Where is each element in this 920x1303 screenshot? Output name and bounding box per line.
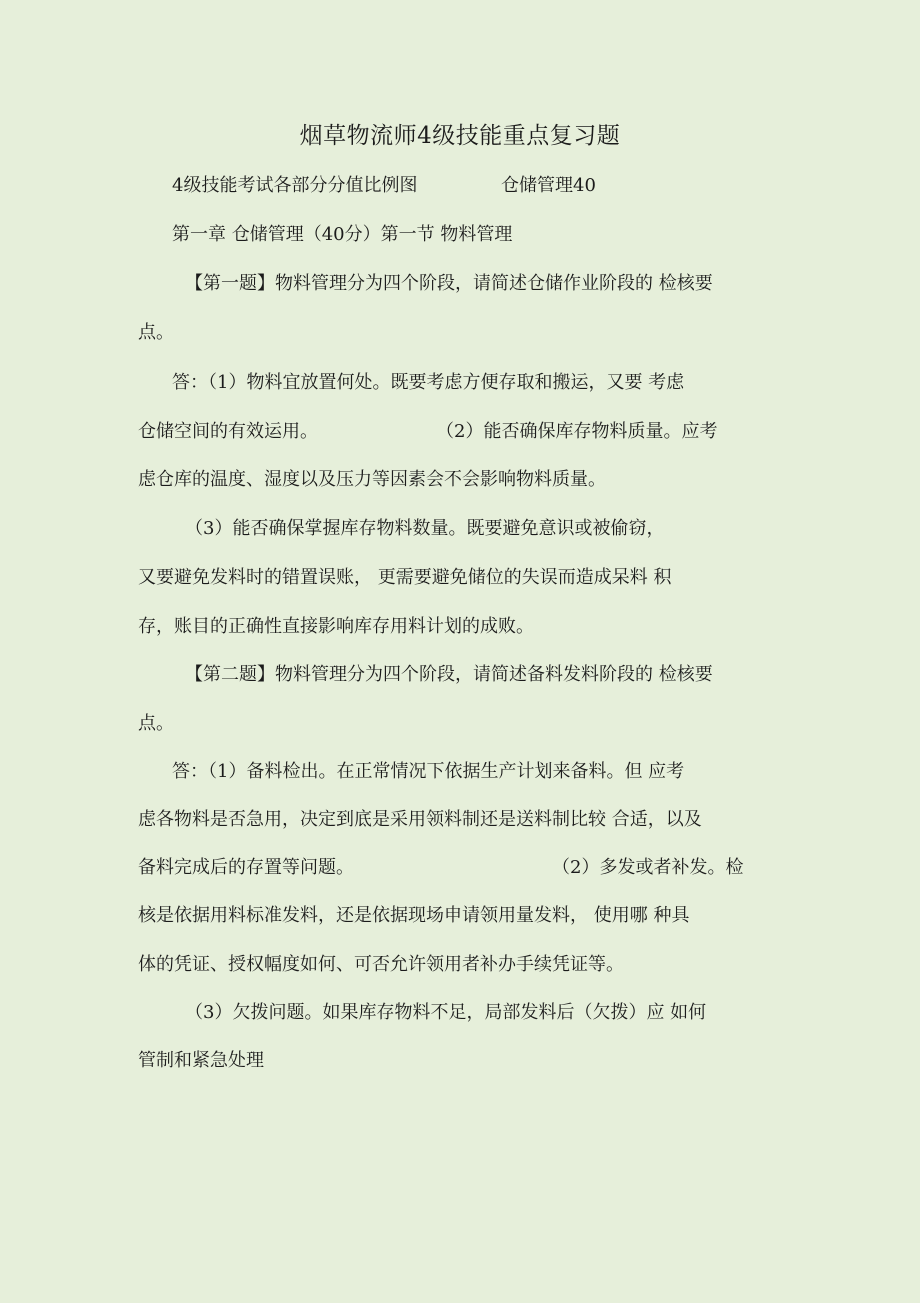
q2-answer-line-7: 管制和紧急处理 xyxy=(138,1050,264,1071)
q2-question-line-2: 点。 xyxy=(138,713,174,734)
q1-answer-line-2a: 仓储空间的有效运用。 xyxy=(138,421,318,442)
document-title: 烟草物流师4级技能重点复习题 xyxy=(299,123,621,149)
q2-answer-line-3b: （2）多发或者补发。检 xyxy=(552,857,744,878)
q2-answer-line-4: 核是依据用料标准发料，还是依据现场申请领用量发料， 使用哪 种具 xyxy=(138,905,690,926)
q1-answer-line-3: 虑仓库的温度、湿度以及压力等因素会不会影响物料质量。 xyxy=(138,469,606,490)
chapter-heading: 第一章 仓储管理（40分）第一节 物料管理 xyxy=(172,224,513,245)
q2-answer-line-6: （3）欠拨问题。如果库存物料不足，局部发料后（欠拨）应 如何 xyxy=(185,1002,707,1023)
q1-question-line-1: 【第一题】物料管理分为四个阶段，请简述仓储作业阶段的 检核要 xyxy=(185,273,713,294)
q1-question-line-2: 点。 xyxy=(138,322,174,343)
q2-question-line-1: 【第二题】物料管理分为四个阶段，请简述备料发料阶段的 检核要 xyxy=(185,664,713,685)
q1-answer-line-5: 又要避免发料时的错置误账， 更需要避免储位的失误而造成呆料 积 xyxy=(138,567,672,588)
q1-answer-line-6: 存，账目的正确性直接影响库存用料计划的成败。 xyxy=(138,616,534,637)
q2-answer-line-3a: 备料完成后的存置等问题。 xyxy=(138,857,354,878)
subtitle-right: 仓储管理40 xyxy=(501,175,596,196)
q1-answer-line-1: 答：（1）物料宜放置何处。既要考虑方便存取和搬运，又要 考虑 xyxy=(172,372,685,393)
q2-answer-line-5: 体的凭证、授权幅度如何、可否允许领用者补办手续凭证等。 xyxy=(138,954,624,975)
q2-answer-line-1: 答：（1）备料检出。在正常情况下依据生产计划来备料。但 应考 xyxy=(172,761,685,782)
subtitle-left: 4级技能考试各部分分值比例图 xyxy=(172,175,418,196)
q2-answer-line-2: 虑各物料是否急用，决定到底是采用领料制还是送料制比较 合适，以及 xyxy=(138,809,702,830)
q1-answer-line-2b: （2）能否确保库存物料质量。应考 xyxy=(436,421,718,442)
q1-answer-line-4: （3）能否确保掌握库存物料数量。既要避免意识或被偷窃， xyxy=(185,518,665,539)
